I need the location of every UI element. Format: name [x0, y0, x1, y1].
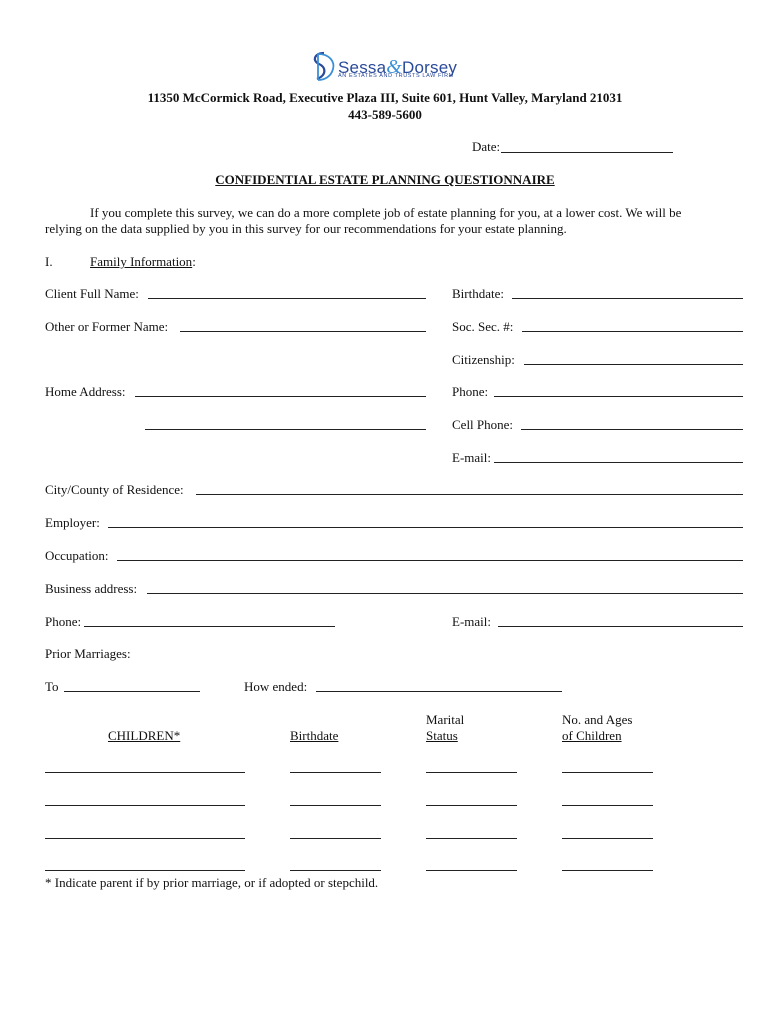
child-name-field[interactable]: [45, 870, 245, 871]
child-marital-status-field[interactable]: [426, 772, 517, 773]
child-birthdate-field[interactable]: [290, 870, 381, 871]
prior-marriages-label: Prior Marriages:: [45, 646, 131, 661]
occupation-label: Occupation:: [45, 548, 109, 563]
home-address-label: Home Address:: [45, 384, 126, 399]
birthdate-field[interactable]: [512, 298, 743, 299]
occupation-field[interactable]: [117, 560, 743, 561]
child-birthdate-field[interactable]: [290, 838, 381, 839]
to-field[interactable]: [64, 691, 200, 692]
child-name-field[interactable]: [45, 805, 245, 806]
business-email-label: E-mail:: [452, 614, 491, 629]
business-phone-field[interactable]: [84, 626, 335, 627]
business-email-field[interactable]: [498, 626, 743, 627]
firm-phone: 443-589-5600: [348, 107, 422, 122]
city-county-field[interactable]: [196, 494, 743, 495]
child-name-field[interactable]: [45, 838, 245, 839]
phone-label: Phone:: [452, 384, 489, 399]
employer-field[interactable]: [108, 527, 743, 528]
child-no-ages-field[interactable]: [562, 838, 653, 839]
to-label: To: [45, 679, 59, 694]
marital-status-header-line-1: Marital: [426, 712, 465, 727]
employer-label: Employer:: [45, 515, 100, 530]
marital-status-header-line-2: Status: [426, 728, 458, 743]
cell-phone-label: Cell Phone:: [452, 417, 514, 432]
child-no-ages-field[interactable]: [562, 870, 653, 871]
business-address-field[interactable]: [147, 593, 743, 594]
child-marital-status-field[interactable]: [426, 870, 517, 871]
birthdate-label: Birthdate:: [452, 286, 504, 301]
email-field[interactable]: [494, 462, 743, 463]
business-phone-label: Phone:: [45, 614, 82, 629]
no-ages-header-line-1: No. and Ages: [562, 712, 633, 727]
child-no-ages-field[interactable]: [562, 805, 653, 806]
child-name-field[interactable]: [45, 772, 245, 773]
section-number: I.: [45, 254, 53, 269]
date-field[interactable]: [501, 152, 673, 153]
no-ages-header-line-2: of Children: [562, 728, 622, 743]
other-former-name-field[interactable]: [180, 331, 426, 332]
firm-address: 11350 McCormick Road, Executive Plaza III, Suite 601, Hunt Valley, Maryland 21031: [147, 90, 623, 105]
child-birthdate-header: Birthdate: [290, 728, 339, 743]
client-full-name-label: Client Full Name:: [45, 286, 139, 301]
section-heading: Family Information:: [90, 254, 196, 269]
document-title: CONFIDENTIAL ESTATE PLANNING QUESTIONNAIRE: [215, 172, 555, 187]
child-birthdate-field[interactable]: [290, 772, 381, 773]
date-label: Date:: [472, 139, 501, 154]
child-marital-status-field[interactable]: [426, 838, 517, 839]
client-full-name-field[interactable]: [148, 298, 426, 299]
business-address-label: Business address:: [45, 581, 138, 596]
section-title: Family Information: [90, 254, 193, 269]
children-header: CHILDREN*: [108, 728, 181, 743]
home-address-line-2-field[interactable]: [145, 429, 426, 430]
firm-logo-tagline: AN ESTATES AND TRUSTS LAW FIRM: [338, 73, 454, 79]
other-former-name-label: Other or Former Name:: [45, 319, 169, 334]
intro-paragraph-line-1: If you complete this survey, we can do a more complete job of estate planning for you, at a lower cost. We will be: [90, 205, 682, 220]
cell-phone-field[interactable]: [521, 429, 743, 430]
soc-sec-field[interactable]: [522, 331, 743, 332]
city-county-label: City/County of Residence:: [45, 482, 184, 497]
email-label: E-mail:: [452, 450, 491, 465]
soc-sec-label: Soc. Sec. #:: [452, 319, 514, 334]
footnote: * Indicate parent if by prior marriage, or if adopted or stepchild.: [45, 875, 379, 890]
firm-logo-mark-icon: [306, 50, 336, 84]
citizenship-field[interactable]: [524, 364, 743, 365]
citizenship-label: Citizenship:: [452, 352, 515, 367]
home-address-field[interactable]: [135, 396, 426, 397]
child-no-ages-field[interactable]: [562, 772, 653, 773]
child-marital-status-field[interactable]: [426, 805, 517, 806]
child-birthdate-field[interactable]: [290, 805, 381, 806]
intro-paragraph-line-2: relying on the data supplied by you in this survey for our recommendations for your estate planning.: [45, 221, 567, 236]
how-ended-label: How ended:: [244, 679, 308, 694]
firm-logo-name: Sessa&Dorsey: [338, 56, 458, 78]
how-ended-field[interactable]: [316, 691, 562, 692]
phone-field[interactable]: [494, 396, 743, 397]
